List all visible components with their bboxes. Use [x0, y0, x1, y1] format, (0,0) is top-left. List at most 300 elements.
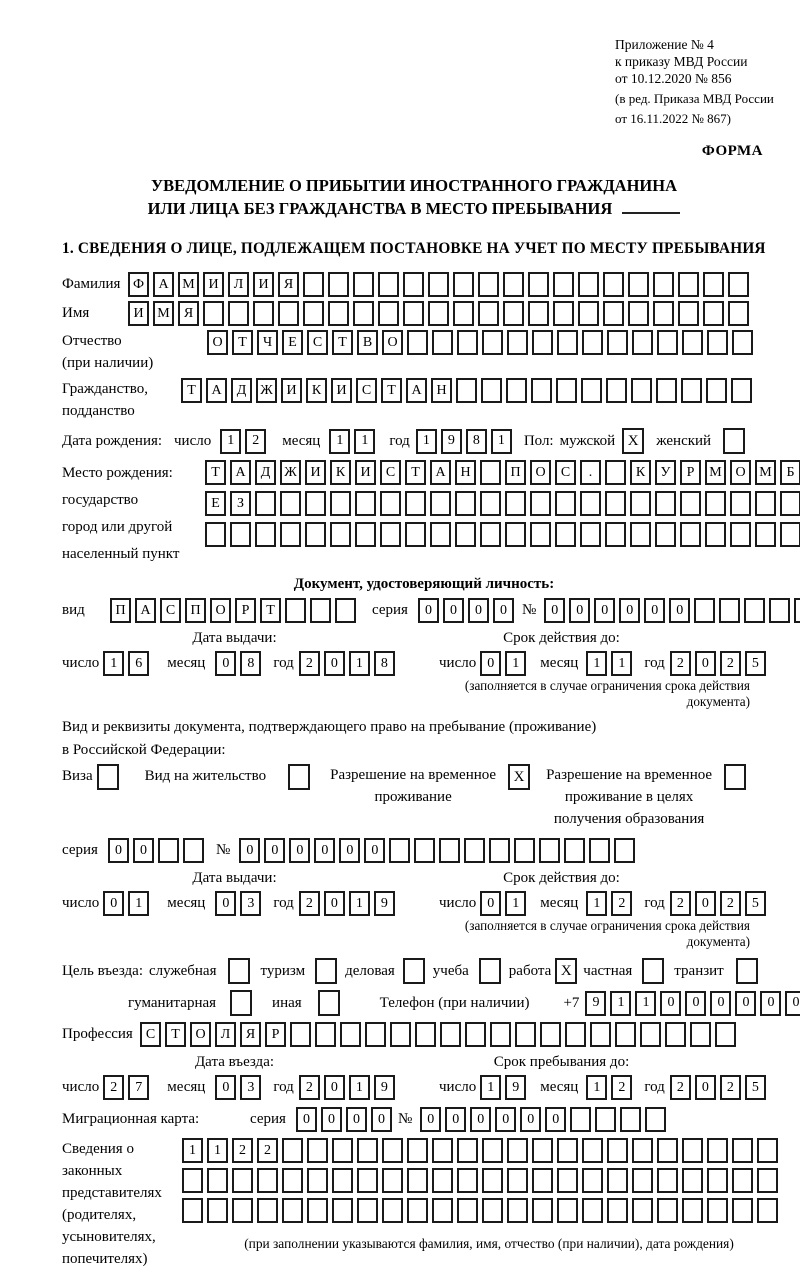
char-cell[interactable]: 2 — [670, 891, 691, 916]
char-cell[interactable]: Л — [215, 1022, 236, 1047]
char-cell[interactable]: 6 — [128, 651, 149, 676]
char-cell[interactable]: 1 — [349, 891, 370, 916]
char-cell[interactable] — [407, 1138, 428, 1163]
char-cell[interactable]: 1 — [491, 429, 512, 454]
char-cell[interactable]: 5 — [745, 891, 766, 916]
char-cell[interactable]: Ж — [256, 378, 277, 403]
char-cell[interactable]: 0 — [695, 1075, 716, 1100]
char-cell[interactable] — [757, 1198, 778, 1223]
char-cell[interactable] — [490, 1022, 511, 1047]
char-cell[interactable]: А — [135, 598, 156, 623]
char-cell[interactable] — [440, 1022, 461, 1047]
char-cell[interactable] — [282, 1198, 303, 1223]
purpose-business-checkbox[interactable] — [403, 958, 425, 984]
char-cell[interactable]: Т — [260, 598, 281, 623]
char-cell[interactable]: 0 — [695, 891, 716, 916]
char-cell[interactable] — [507, 1138, 528, 1163]
char-cell[interactable] — [780, 491, 800, 516]
char-cell[interactable]: 1 — [207, 1138, 228, 1163]
char-cell[interactable] — [715, 1022, 736, 1047]
char-cell[interactable] — [432, 330, 453, 355]
char-cell[interactable]: С — [380, 460, 401, 485]
char-cell[interactable]: М — [153, 301, 174, 326]
char-cell[interactable] — [382, 1138, 403, 1163]
char-cell[interactable]: Р — [235, 598, 256, 623]
char-cell[interactable] — [380, 491, 401, 516]
char-cell[interactable] — [731, 378, 752, 403]
char-cell[interactable] — [332, 1168, 353, 1193]
char-cell[interactable] — [430, 491, 451, 516]
char-cell[interactable] — [380, 522, 401, 547]
char-cell[interactable] — [580, 491, 601, 516]
char-cell[interactable] — [505, 491, 526, 516]
char-cell[interactable] — [503, 301, 524, 326]
char-cell[interactable] — [390, 1022, 411, 1047]
char-cell[interactable] — [719, 598, 740, 623]
char-cell[interactable] — [732, 1138, 753, 1163]
char-cell[interactable] — [507, 1168, 528, 1193]
sex-male-checkbox[interactable]: X — [622, 428, 644, 454]
char-cell[interactable]: 2 — [611, 891, 632, 916]
char-cell[interactable]: 0 — [445, 1107, 466, 1132]
char-cell[interactable]: 7 — [128, 1075, 149, 1100]
char-cell[interactable] — [605, 522, 626, 547]
char-cell[interactable] — [582, 1168, 603, 1193]
char-cell[interactable]: 1 — [610, 991, 631, 1016]
char-cell[interactable] — [607, 1168, 628, 1193]
char-cell[interactable]: 0 — [364, 838, 385, 863]
char-cell[interactable]: А — [153, 272, 174, 297]
char-cell[interactable]: П — [110, 598, 131, 623]
char-cell[interactable] — [532, 1168, 553, 1193]
char-cell[interactable]: Я — [178, 301, 199, 326]
char-cell[interactable] — [482, 330, 503, 355]
char-cell[interactable] — [315, 1022, 336, 1047]
char-cell[interactable] — [407, 1198, 428, 1223]
char-cell[interactable] — [706, 378, 727, 403]
char-cell[interactable] — [603, 272, 624, 297]
char-cell[interactable] — [580, 522, 601, 547]
char-cell[interactable] — [378, 272, 399, 297]
char-cell[interactable]: Т — [332, 330, 353, 355]
char-cell[interactable] — [645, 1107, 666, 1132]
char-cell[interactable] — [578, 272, 599, 297]
char-cell[interactable] — [480, 460, 501, 485]
char-cell[interactable]: И — [355, 460, 376, 485]
char-cell[interactable] — [489, 838, 510, 863]
char-cell[interactable]: П — [505, 460, 526, 485]
char-cell[interactable]: Ч — [257, 330, 278, 355]
char-cell[interactable]: Т — [232, 330, 253, 355]
char-cell[interactable]: Е — [205, 491, 226, 516]
char-cell[interactable]: 0 — [314, 838, 335, 863]
char-cell[interactable] — [607, 1198, 628, 1223]
char-cell[interactable] — [307, 1138, 328, 1163]
char-cell[interactable]: В — [357, 330, 378, 355]
char-cell[interactable]: 0 — [710, 991, 731, 1016]
char-cell[interactable]: 0 — [785, 991, 800, 1016]
char-cell[interactable] — [532, 1198, 553, 1223]
char-cell[interactable]: 1 — [505, 651, 526, 676]
char-cell[interactable]: 0 — [289, 838, 310, 863]
char-cell[interactable] — [665, 1022, 686, 1047]
char-cell[interactable] — [705, 491, 726, 516]
char-cell[interactable]: Ф — [128, 272, 149, 297]
char-cell[interactable]: 1 — [480, 1075, 501, 1100]
char-cell[interactable] — [257, 1168, 278, 1193]
char-cell[interactable]: О — [382, 330, 403, 355]
char-cell[interactable] — [480, 522, 501, 547]
char-cell[interactable] — [690, 1022, 711, 1047]
char-cell[interactable] — [280, 491, 301, 516]
char-cell[interactable]: 8 — [374, 651, 395, 676]
char-cell[interactable] — [407, 330, 428, 355]
char-cell[interactable] — [357, 1198, 378, 1223]
char-cell[interactable]: 0 — [321, 1107, 342, 1132]
char-cell[interactable]: 0 — [468, 598, 489, 623]
char-cell[interactable] — [681, 378, 702, 403]
char-cell[interactable]: М — [705, 460, 726, 485]
char-cell[interactable]: 0 — [545, 1107, 566, 1132]
char-cell[interactable] — [457, 1138, 478, 1163]
char-cell[interactable] — [755, 491, 776, 516]
char-cell[interactable] — [303, 301, 324, 326]
char-cell[interactable]: Б — [780, 460, 800, 485]
char-cell[interactable] — [553, 301, 574, 326]
char-cell[interactable] — [382, 1168, 403, 1193]
char-cell[interactable]: 1 — [586, 651, 607, 676]
char-cell[interactable] — [603, 301, 624, 326]
char-cell[interactable]: 9 — [374, 891, 395, 916]
char-cell[interactable]: 0 — [103, 891, 124, 916]
char-cell[interactable]: 2 — [611, 1075, 632, 1100]
char-cell[interactable] — [707, 1198, 728, 1223]
char-cell[interactable] — [620, 1107, 641, 1132]
char-cell[interactable] — [555, 491, 576, 516]
char-cell[interactable] — [794, 598, 800, 623]
char-cell[interactable]: Е — [282, 330, 303, 355]
char-cell[interactable]: 1 — [220, 429, 241, 454]
char-cell[interactable] — [530, 491, 551, 516]
char-cell[interactable] — [455, 522, 476, 547]
char-cell[interactable]: 1 — [586, 891, 607, 916]
char-cell[interactable] — [432, 1168, 453, 1193]
char-cell[interactable]: 9 — [585, 991, 606, 1016]
char-cell[interactable] — [556, 378, 577, 403]
char-cell[interactable] — [353, 272, 374, 297]
char-cell[interactable] — [606, 378, 627, 403]
char-cell[interactable] — [678, 301, 699, 326]
char-cell[interactable] — [680, 522, 701, 547]
char-cell[interactable] — [503, 272, 524, 297]
char-cell[interactable]: 0 — [660, 991, 681, 1016]
char-cell[interactable] — [680, 491, 701, 516]
char-cell[interactable] — [328, 301, 349, 326]
char-cell[interactable] — [403, 272, 424, 297]
char-cell[interactable]: К — [306, 378, 327, 403]
char-cell[interactable]: А — [406, 378, 427, 403]
char-cell[interactable]: 1 — [586, 1075, 607, 1100]
char-cell[interactable] — [280, 522, 301, 547]
char-cell[interactable] — [403, 301, 424, 326]
char-cell[interactable]: 1 — [128, 891, 149, 916]
purpose-tourism-checkbox[interactable] — [315, 958, 337, 984]
char-cell[interactable]: У — [655, 460, 676, 485]
char-cell[interactable] — [655, 491, 676, 516]
char-cell[interactable] — [455, 491, 476, 516]
char-cell[interactable]: 9 — [441, 429, 462, 454]
char-cell[interactable]: И — [331, 378, 352, 403]
char-cell[interactable]: . — [580, 460, 601, 485]
char-cell[interactable]: 2 — [720, 1075, 741, 1100]
char-cell[interactable] — [557, 1168, 578, 1193]
char-cell[interactable] — [430, 522, 451, 547]
char-cell[interactable] — [707, 1138, 728, 1163]
char-cell[interactable]: 0 — [644, 598, 665, 623]
char-cell[interactable]: 5 — [745, 1075, 766, 1100]
purpose-work-checkbox[interactable]: X — [555, 958, 577, 984]
char-cell[interactable] — [755, 522, 776, 547]
char-cell[interactable]: З — [230, 491, 251, 516]
char-cell[interactable] — [482, 1198, 503, 1223]
char-cell[interactable]: 0 — [215, 651, 236, 676]
char-cell[interactable] — [439, 838, 460, 863]
char-cell[interactable] — [514, 838, 535, 863]
char-cell[interactable]: Я — [278, 272, 299, 297]
char-cell[interactable] — [307, 1198, 328, 1223]
char-cell[interactable] — [539, 838, 560, 863]
char-cell[interactable] — [482, 1138, 503, 1163]
char-cell[interactable]: 0 — [685, 991, 706, 1016]
char-cell[interactable]: О — [530, 460, 551, 485]
char-cell[interactable]: О — [207, 330, 228, 355]
char-cell[interactable] — [478, 301, 499, 326]
char-cell[interactable]: 0 — [695, 651, 716, 676]
char-cell[interactable]: 0 — [264, 838, 285, 863]
char-cell[interactable] — [565, 1022, 586, 1047]
char-cell[interactable]: 0 — [493, 598, 514, 623]
char-cell[interactable]: 0 — [520, 1107, 541, 1132]
char-cell[interactable] — [614, 838, 635, 863]
char-cell[interactable]: П — [185, 598, 206, 623]
char-cell[interactable] — [605, 491, 626, 516]
char-cell[interactable] — [728, 272, 749, 297]
char-cell[interactable] — [557, 330, 578, 355]
char-cell[interactable] — [656, 378, 677, 403]
char-cell[interactable] — [353, 301, 374, 326]
char-cell[interactable]: Т — [181, 378, 202, 403]
char-cell[interactable]: Р — [265, 1022, 286, 1047]
char-cell[interactable]: 0 — [669, 598, 690, 623]
char-cell[interactable] — [630, 522, 651, 547]
char-cell[interactable] — [332, 1198, 353, 1223]
char-cell[interactable]: 3 — [240, 1075, 261, 1100]
char-cell[interactable] — [255, 491, 276, 516]
char-cell[interactable] — [335, 598, 356, 623]
char-cell[interactable]: 0 — [324, 1075, 345, 1100]
char-cell[interactable] — [769, 598, 790, 623]
char-cell[interactable] — [230, 522, 251, 547]
char-cell[interactable] — [657, 1138, 678, 1163]
char-cell[interactable] — [407, 1168, 428, 1193]
char-cell[interactable]: 0 — [215, 1075, 236, 1100]
temp-residence-checkbox[interactable]: X — [508, 764, 530, 790]
char-cell[interactable] — [682, 1198, 703, 1223]
char-cell[interactable] — [205, 522, 226, 547]
char-cell[interactable] — [228, 301, 249, 326]
char-cell[interactable] — [310, 598, 331, 623]
char-cell[interactable] — [415, 1022, 436, 1047]
char-cell[interactable]: 2 — [670, 1075, 691, 1100]
char-cell[interactable] — [682, 1168, 703, 1193]
char-cell[interactable] — [607, 1138, 628, 1163]
char-cell[interactable]: 2 — [299, 1075, 320, 1100]
char-cell[interactable] — [340, 1022, 361, 1047]
char-cell[interactable] — [595, 1107, 616, 1132]
char-cell[interactable] — [257, 1198, 278, 1223]
char-cell[interactable]: 0 — [371, 1107, 392, 1132]
char-cell[interactable] — [480, 491, 501, 516]
char-cell[interactable] — [506, 378, 527, 403]
char-cell[interactable]: 0 — [239, 838, 260, 863]
char-cell[interactable] — [578, 301, 599, 326]
char-cell[interactable] — [183, 838, 204, 863]
char-cell[interactable] — [355, 522, 376, 547]
temp-residence-edu-checkbox[interactable] — [724, 764, 746, 790]
char-cell[interactable]: 0 — [108, 838, 129, 863]
purpose-transit-checkbox[interactable] — [736, 958, 758, 984]
char-cell[interactable]: К — [330, 460, 351, 485]
char-cell[interactable] — [355, 491, 376, 516]
char-cell[interactable] — [182, 1168, 203, 1193]
char-cell[interactable]: 0 — [215, 891, 236, 916]
char-cell[interactable]: Р — [680, 460, 701, 485]
char-cell[interactable] — [405, 522, 426, 547]
char-cell[interactable]: 0 — [420, 1107, 441, 1132]
char-cell[interactable]: К — [630, 460, 651, 485]
char-cell[interactable] — [555, 522, 576, 547]
char-cell[interactable]: 0 — [296, 1107, 317, 1132]
char-cell[interactable] — [378, 301, 399, 326]
char-cell[interactable]: 1 — [329, 429, 350, 454]
char-cell[interactable] — [631, 378, 652, 403]
char-cell[interactable] — [290, 1022, 311, 1047]
char-cell[interactable] — [507, 1198, 528, 1223]
char-cell[interactable]: 1 — [349, 1075, 370, 1100]
char-cell[interactable] — [285, 598, 306, 623]
char-cell[interactable] — [540, 1022, 561, 1047]
char-cell[interactable]: Н — [431, 378, 452, 403]
char-cell[interactable] — [564, 838, 585, 863]
char-cell[interactable]: С — [555, 460, 576, 485]
char-cell[interactable] — [453, 301, 474, 326]
char-cell[interactable] — [253, 301, 274, 326]
char-cell[interactable] — [382, 1198, 403, 1223]
char-cell[interactable]: А — [430, 460, 451, 485]
char-cell[interactable]: 1 — [416, 429, 437, 454]
char-cell[interactable] — [780, 522, 800, 547]
char-cell[interactable] — [482, 1168, 503, 1193]
char-cell[interactable] — [682, 1138, 703, 1163]
char-cell[interactable] — [282, 1138, 303, 1163]
char-cell[interactable]: 0 — [495, 1107, 516, 1132]
char-cell[interactable] — [405, 491, 426, 516]
char-cell[interactable] — [232, 1198, 253, 1223]
char-cell[interactable] — [615, 1022, 636, 1047]
char-cell[interactable]: С — [140, 1022, 161, 1047]
char-cell[interactable] — [305, 522, 326, 547]
char-cell[interactable] — [581, 378, 602, 403]
char-cell[interactable] — [389, 838, 410, 863]
char-cell[interactable]: С — [160, 598, 181, 623]
char-cell[interactable] — [428, 272, 449, 297]
char-cell[interactable] — [481, 378, 502, 403]
char-cell[interactable]: 1 — [182, 1138, 203, 1163]
char-cell[interactable]: 1 — [635, 991, 656, 1016]
char-cell[interactable] — [682, 330, 703, 355]
char-cell[interactable]: И — [305, 460, 326, 485]
char-cell[interactable] — [232, 1168, 253, 1193]
char-cell[interactable] — [707, 330, 728, 355]
char-cell[interactable]: 0 — [133, 838, 154, 863]
char-cell[interactable]: 0 — [418, 598, 439, 623]
char-cell[interactable]: Т — [405, 460, 426, 485]
char-cell[interactable] — [528, 272, 549, 297]
char-cell[interactable]: 8 — [240, 651, 261, 676]
char-cell[interactable]: Н — [455, 460, 476, 485]
purpose-study-checkbox[interactable] — [479, 958, 501, 984]
char-cell[interactable] — [605, 460, 626, 485]
char-cell[interactable] — [278, 301, 299, 326]
char-cell[interactable]: 1 — [349, 651, 370, 676]
char-cell[interactable] — [307, 1168, 328, 1193]
char-cell[interactable] — [653, 301, 674, 326]
char-cell[interactable]: 0 — [569, 598, 590, 623]
char-cell[interactable]: Д — [231, 378, 252, 403]
char-cell[interactable]: 2 — [103, 1075, 124, 1100]
char-cell[interactable] — [303, 272, 324, 297]
char-cell[interactable] — [532, 330, 553, 355]
char-cell[interactable]: 2 — [670, 651, 691, 676]
char-cell[interactable]: 0 — [443, 598, 464, 623]
char-cell[interactable]: И — [281, 378, 302, 403]
char-cell[interactable] — [305, 491, 326, 516]
char-cell[interactable] — [453, 272, 474, 297]
char-cell[interactable] — [478, 272, 499, 297]
char-cell[interactable] — [532, 1138, 553, 1163]
char-cell[interactable] — [640, 1022, 661, 1047]
char-cell[interactable]: 9 — [374, 1075, 395, 1100]
char-cell[interactable]: М — [178, 272, 199, 297]
char-cell[interactable]: О — [730, 460, 751, 485]
char-cell[interactable] — [332, 1138, 353, 1163]
char-cell[interactable]: О — [190, 1022, 211, 1047]
char-cell[interactable] — [365, 1022, 386, 1047]
char-cell[interactable]: 0 — [480, 891, 501, 916]
char-cell[interactable] — [703, 272, 724, 297]
char-cell[interactable]: 0 — [324, 651, 345, 676]
char-cell[interactable] — [607, 330, 628, 355]
char-cell[interactable]: Ж — [280, 460, 301, 485]
char-cell[interactable] — [570, 1107, 591, 1132]
char-cell[interactable]: 9 — [505, 1075, 526, 1100]
char-cell[interactable] — [531, 378, 552, 403]
char-cell[interactable]: 2 — [720, 891, 741, 916]
char-cell[interactable]: 0 — [594, 598, 615, 623]
char-cell[interactable]: Д — [255, 460, 276, 485]
char-cell[interactable]: 1 — [505, 891, 526, 916]
char-cell[interactable] — [528, 301, 549, 326]
